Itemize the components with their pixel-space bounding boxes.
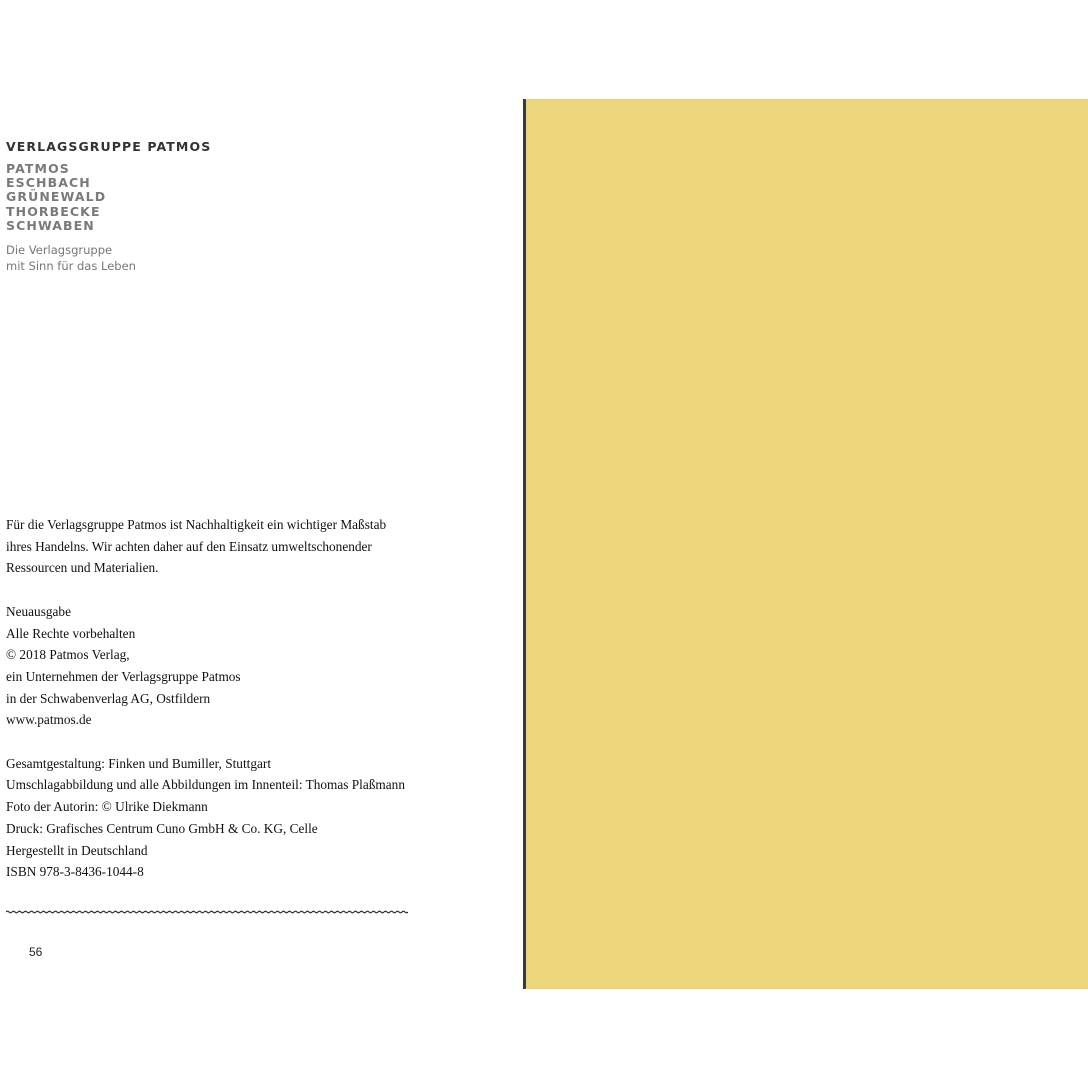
sustainability-line: Ressourcen und Materialien. [6, 560, 159, 576]
logo-imprint: SCHWABEN [6, 217, 95, 233]
sustainability-statement [6, 514, 426, 579]
website-link[interactable]: www.patmos.de [6, 712, 92, 728]
logo-imprint: PATMOS [6, 161, 70, 176]
sustainability-line: ihres Handelns. Wir achten daher auf den Einsatz umweltschonender [6, 538, 372, 554]
paragraph-gap [6, 579, 426, 601]
publisher-logo [6, 139, 236, 274]
rights-line: in der Schwabenverlag AG, Ostfildern [6, 690, 211, 706]
credits-line: Druck: Grafisches Centrum Cuno GmbH & Co. KG, Celle [6, 820, 318, 836]
logo-imprint: THORBECKE [6, 203, 101, 219]
logo-tagline-line: mit Sinn für das Leben [6, 259, 136, 274]
credits-line: Gesamtgestaltung: Finken und Bumiller, Stuttgart [6, 755, 272, 771]
isbn: ISBN 978-3-8436-1044-8 [6, 864, 144, 880]
logo-title: VERLAGSGRUPPE PATMOS [6, 139, 212, 154]
right-page-color-block [526, 99, 1088, 989]
rights-line: Alle Rechte vorbehalten [6, 625, 136, 641]
left-page [0, 0, 523, 1088]
logo-imprint: GRÜNEWALD [6, 189, 107, 205]
credits-line: Umschlagabbildung und alle Abbildungen im Innenteil: Thomas Plaßmann [6, 777, 405, 793]
credits-line: Hergestellt in Deutschland [6, 842, 148, 858]
logo-tagline-line: Die Verlagsgruppe [6, 243, 113, 258]
logo-imprint: ESCHBACH [6, 175, 91, 191]
logo-imprint-list [6, 162, 236, 233]
imprint-block [6, 514, 426, 883]
rights-line: Neuausgabe [6, 603, 71, 619]
paragraph-gap [6, 731, 426, 753]
rights-line: © 2018 Patmos Verlag, [6, 647, 130, 663]
credits-block [6, 753, 426, 883]
sustainability-line: Für die Verlagsgruppe Patmos ist Nachhaltigkeit ein wichtiger Maßstab [6, 517, 387, 532]
wavy-divider [6, 906, 408, 918]
rights-line: ein Unternehmen der Verlagsgruppe Patmos [6, 668, 241, 684]
credits-line: Foto der Autorin: © Ulrike Diekmann [6, 799, 208, 815]
page-number: 56 [29, 945, 43, 959]
rights-block [6, 601, 426, 731]
logo-tagline [6, 242, 236, 274]
